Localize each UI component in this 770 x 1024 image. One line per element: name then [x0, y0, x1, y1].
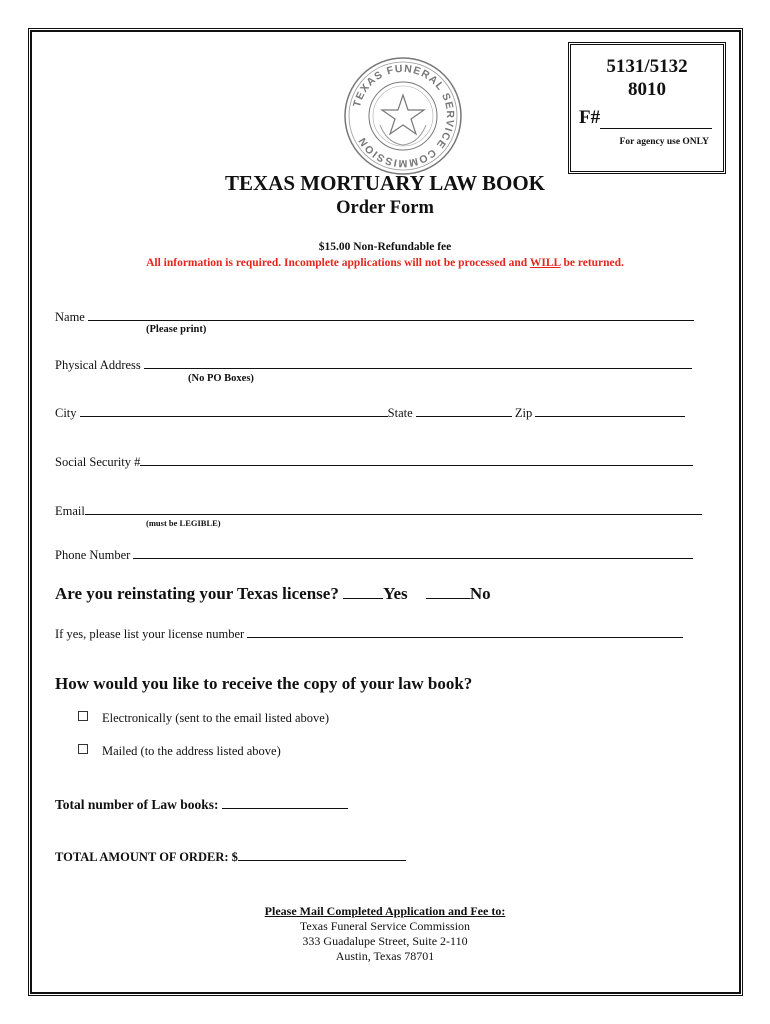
- total-books-label: Total number of Law books:: [55, 797, 219, 812]
- fee-notice: $15.00 Non-Refundable fee: [318, 241, 452, 253]
- phone-label: Phone Number: [55, 548, 131, 562]
- warning-notice: [0, 257, 770, 269]
- ssn-field[interactable]: [55, 452, 693, 470]
- address-line[interactable]: [144, 355, 692, 369]
- state-label: State: [387, 406, 413, 420]
- name-label: Name: [55, 310, 85, 324]
- mailing-line-3: Austin, Texas 78701: [335, 949, 435, 963]
- checkbox-electronic[interactable]: [78, 711, 88, 721]
- form-code: 5131/5132: [606, 56, 688, 77]
- yes-line[interactable]: [343, 583, 383, 599]
- name-field[interactable]: [55, 307, 694, 325]
- name-note: (Please print): [146, 324, 207, 335]
- warning-text-start: All information is required. Incomplete applications will not be processed and: [146, 257, 530, 269]
- mailing-line-2: 333 Guadalupe Street, Suite 2-110: [302, 934, 468, 948]
- city-state-zip-row: [55, 403, 685, 421]
- city-line[interactable]: [80, 403, 388, 417]
- fee-code: 8010: [628, 79, 666, 100]
- reinstate-question: [55, 583, 491, 604]
- email-label: Email: [55, 504, 85, 518]
- total-books-line[interactable]: [222, 794, 348, 809]
- mailing-instructions: [0, 904, 770, 964]
- mailing-line-1: Texas Funeral Service Commission: [299, 919, 471, 933]
- zip-line[interactable]: [535, 403, 685, 417]
- no-label: No: [469, 584, 491, 603]
- page-title: TEXAS MORTUARY LAW BOOK: [225, 171, 545, 195]
- phone-line[interactable]: [133, 545, 693, 559]
- email-note: (must be LEGIBLE): [146, 518, 221, 528]
- agency-note: For agency use ONLY: [619, 137, 709, 147]
- electronic-option-label: Electronically (sent to the email listed above): [102, 711, 330, 725]
- total-amount-field[interactable]: [55, 846, 406, 865]
- zip-label: Zip: [514, 406, 533, 420]
- delivery-option-electronic[interactable]: [78, 711, 329, 726]
- f-number-line: [600, 110, 712, 129]
- f-number-label: F#: [579, 107, 601, 128]
- address-field[interactable]: [55, 355, 692, 373]
- phone-field[interactable]: [55, 545, 693, 563]
- texas-star-seal-icon: [342, 55, 464, 177]
- delivery-question: How would you like to receive the copy of your law book?: [55, 674, 473, 693]
- agency-use-box: [570, 44, 724, 172]
- warning-text-end: be returned.: [560, 257, 624, 269]
- email-line[interactable]: [85, 501, 702, 515]
- delivery-option-mailed[interactable]: [78, 744, 281, 759]
- license-number-line[interactable]: [247, 624, 683, 638]
- mailed-option-label: Mailed (to the address listed above): [102, 744, 281, 758]
- page-subtitle: Order Form: [336, 198, 434, 218]
- address-note: (No PO Boxes): [188, 373, 254, 384]
- svg-text:TEXAS FUNERAL SERVICE COMMISSI: [351, 63, 456, 169]
- reinstate-question-text: Are you reinstating your Texas license?: [55, 584, 339, 603]
- ssn-line[interactable]: [140, 452, 693, 466]
- seal-text: TEXAS FUNERAL SERVICE COMMISSION: [350, 62, 457, 170]
- warning-emphasis: WILL: [529, 257, 561, 269]
- yes-label: Yes: [383, 584, 408, 603]
- license-number-label: If yes, please list your license number: [55, 627, 245, 641]
- no-line[interactable]: [426, 583, 470, 599]
- license-number-field[interactable]: [55, 624, 683, 642]
- total-amount-label: TOTAL AMOUNT OF ORDER: $: [55, 850, 238, 864]
- state-line[interactable]: [416, 403, 512, 417]
- city-label: City: [55, 406, 77, 420]
- ssn-label: Social Security #: [55, 455, 141, 469]
- mailing-heading: Please Mail Completed Application and Fee to:: [264, 904, 506, 918]
- name-line[interactable]: [88, 307, 694, 321]
- total-books-field[interactable]: [55, 794, 348, 813]
- address-label: Physical Address: [55, 358, 141, 372]
- total-amount-line[interactable]: [238, 846, 406, 861]
- checkbox-mailed[interactable]: [78, 744, 88, 754]
- email-field[interactable]: [55, 501, 702, 519]
